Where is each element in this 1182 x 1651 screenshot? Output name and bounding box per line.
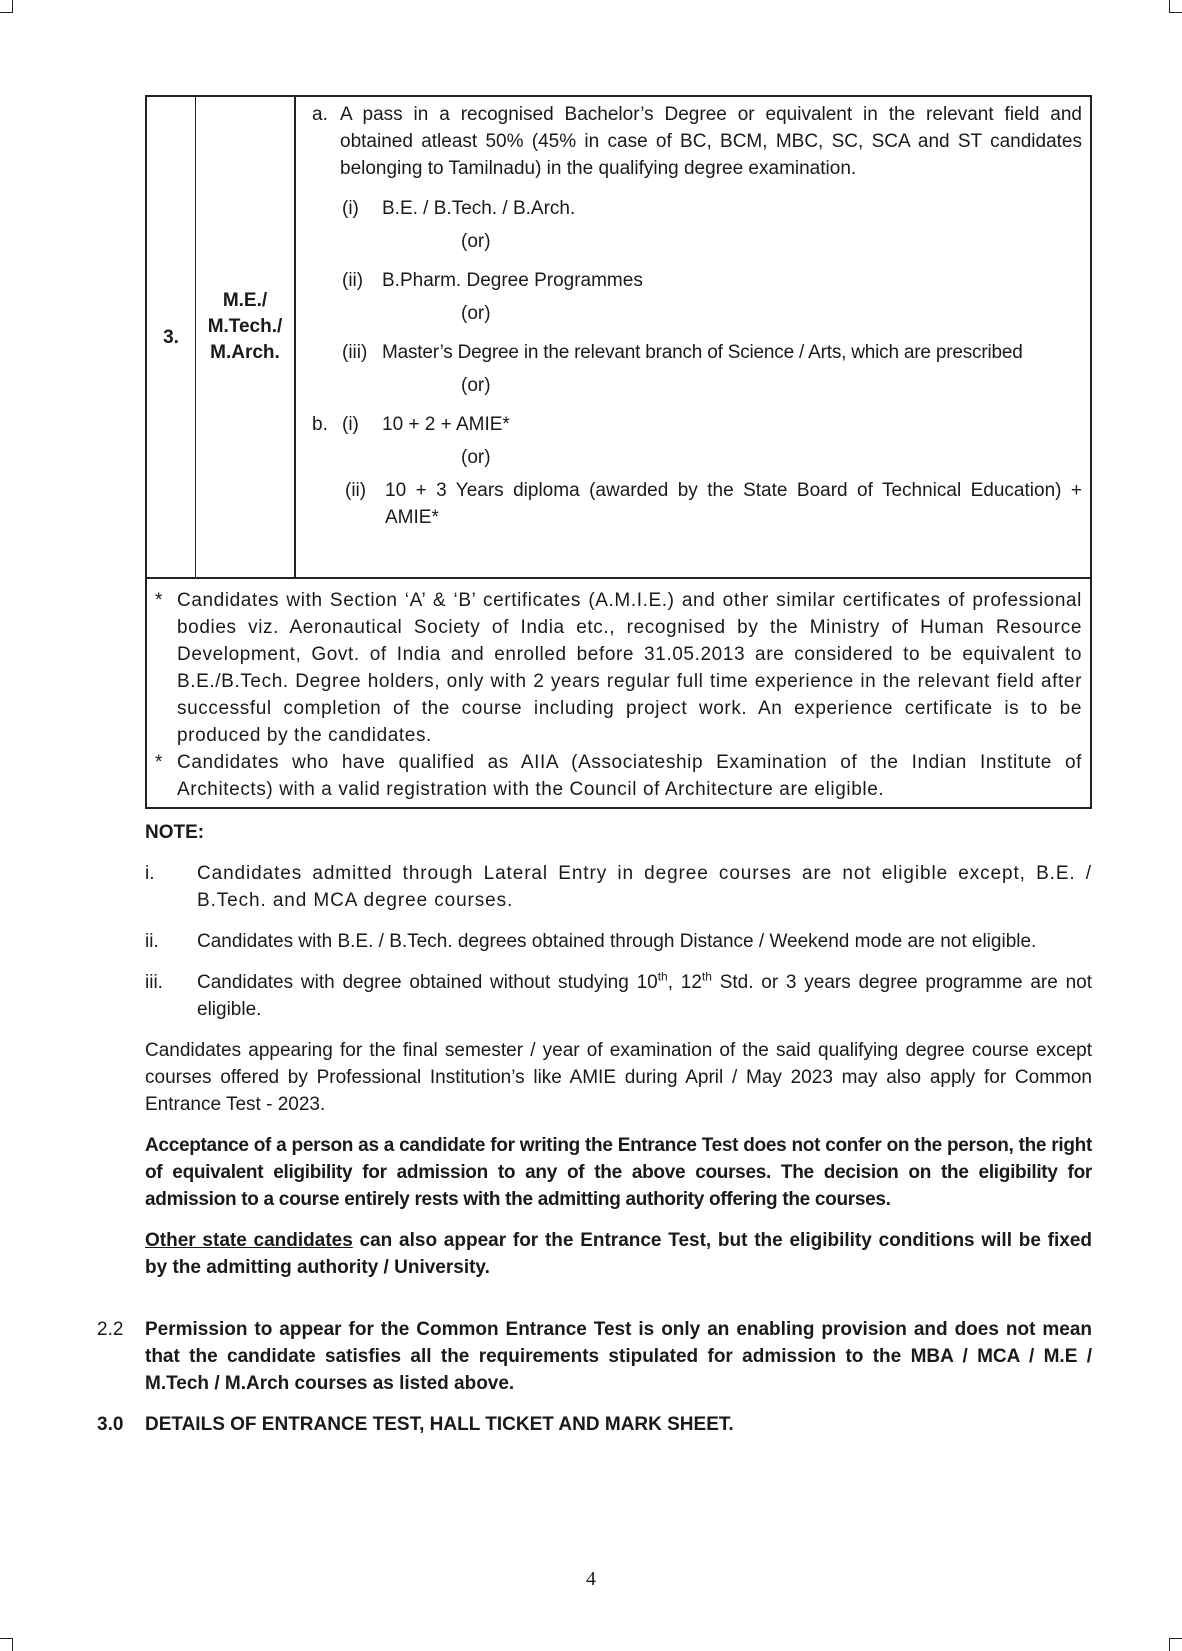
- list-item-number: i.: [145, 863, 155, 884]
- footnote-text: Candidates with Section ‘A’ & ‘B’ certificates (A.M.I.E.) and other similar certificates of professional bodies viz. Aeronautical Society of India etc., recognised by the Ministry of Human Resource Development, Govt. of India and enrolled before 31.05.2013 are considered to be equivalent to B.E./B.Tech. Degree holders, only with 2 years regular full time experience in the relevant field after successful completion of the course including project work. An experience certificate is to be produced by the candidates.: [177, 590, 1082, 746]
- section-3-0: [97, 1411, 1092, 1438]
- sub-item-label: (iii): [342, 342, 368, 363]
- table-row: [147, 97, 1090, 579]
- sub-item-label: (i): [342, 198, 359, 219]
- crop-mark-top-right: [1169, 0, 1182, 13]
- list-item-text: Candidates with B.E. / B.Tech. degrees obtained through Distance / Weekend mode are not eligible.: [197, 931, 1037, 952]
- eligibility-table: [145, 95, 1092, 809]
- sub-item-text: B.Pharm. Degree Programmes: [382, 270, 643, 291]
- section-text: Permission to appear for the Common Entrance Test is only an enabling provision and does not mean that the candidate satisfies all the requirements stipulated for admission to the MBA / MCA / M.E / M.Tech / M.Arch courses as listed above.: [145, 1319, 1092, 1394]
- sub-item-text: 10 + 2 + AMIE*: [382, 414, 510, 435]
- or-text: (or): [461, 375, 491, 396]
- crop-mark-bottom-left: [0, 1638, 13, 1651]
- section-heading: DETAILS OF ENTRANCE TEST, HALL TICKET AND MARK SHEET.: [145, 1414, 734, 1435]
- footnote-text: Candidates who have qualified as AIIA (Associateship Examination of the Indian Institute of Architects) with a valid registration with the Council of Architecture are eligible.: [177, 752, 1082, 800]
- list-item: [145, 860, 1092, 914]
- item-a-label: a.: [312, 104, 328, 125]
- eligibility-cell: [296, 97, 1090, 577]
- course-line: M.Tech./: [207, 316, 283, 337]
- sub-item-label: (ii): [345, 480, 367, 501]
- footnote: [155, 587, 1082, 749]
- or-text: (or): [461, 303, 491, 324]
- note-list: [145, 860, 1092, 1023]
- course-cell: [196, 97, 296, 577]
- section-2-2: [97, 1316, 1092, 1397]
- section-number: 3.0: [97, 1414, 124, 1435]
- item-b: [312, 411, 1082, 438]
- serial-number-cell: 3.: [147, 97, 196, 577]
- crop-mark-bottom-right: [1169, 1638, 1182, 1651]
- course-line: M.Arch.: [210, 342, 280, 363]
- note-heading: NOTE:: [145, 822, 205, 843]
- other-state-paragraph: [145, 1227, 1092, 1281]
- text-run: , 12: [667, 972, 702, 993]
- crop-mark-top-left: [0, 0, 13, 13]
- sub-item-a-iii: [342, 339, 1082, 366]
- list-item-text: [197, 969, 1092, 1023]
- footnote-mark: *: [155, 752, 163, 773]
- sub-item-a-ii: [342, 267, 1082, 294]
- final-semester-paragraph: Candidates appearing for the final semester / year of examination of the said qualifying degree course except courses offered by Professional Institution’s like AMIE during April / May 2023 may also apply for Common Entrance Test - 2023.: [145, 1040, 1092, 1115]
- or-text: (or): [461, 447, 491, 468]
- sub-item-label: (i): [342, 414, 359, 435]
- footnote-mark: *: [155, 590, 163, 611]
- list-item: [145, 928, 1092, 955]
- section-number: 2.2: [97, 1319, 124, 1340]
- acceptance-paragraph: Acceptance of a person as a candidate for writing the Entrance Test does not confer on the person, the right of equivalent eligibility for admission to any of the above courses. The decision on the eligibility for admission to a course entirely rests with the admitting authority offering the courses.: [145, 1135, 1092, 1210]
- other-state-text: can also appear for the Entrance Test, but the eligibility conditions will be fixed by the admitting authority / University.: [145, 1230, 1093, 1278]
- list-item-number: ii.: [145, 931, 159, 952]
- sub-item-b-ii: [345, 477, 1082, 531]
- list-item: [145, 969, 1092, 1023]
- sub-item-text: Master’s Degree in the relevant branch of Science / Arts, which are prescribed: [382, 342, 1023, 363]
- course-line: M.E./: [222, 290, 268, 311]
- list-item-number: iii.: [145, 972, 163, 993]
- sub-item-a-i: [342, 195, 1082, 222]
- list-item-text: Candidates admitted through Lateral Entry in degree courses are not eligible except, B.E. / B.Tech. and MCA degree courses.: [197, 863, 1092, 911]
- text-run: Std. or 3 years degree programme are not eligible.: [197, 972, 1092, 1020]
- table-footnotes: [147, 579, 1090, 807]
- footnote: [155, 749, 1082, 803]
- sub-item-text: B.E. / B.Tech. / B.Arch.: [382, 198, 576, 219]
- item-b-label: b.: [312, 414, 328, 435]
- text-run: Candidates with degree obtained without studying 10: [197, 972, 658, 993]
- other-state-link-text: Other state candidates: [145, 1230, 353, 1251]
- item-a: [312, 101, 1082, 182]
- item-a-text: A pass in a recognised Bachelor’s Degree or equivalent in the relevant field and obtained atleast 50% (45% in case of BC, BCM, MBC, SC, SCA and ST candidates belonging to Tamilnadu) in the qualifying degree examination.: [340, 104, 1082, 179]
- sub-item-text: 10 + 3 Years diploma (awarded by the State Board of Technical Education) + AMIE*: [385, 480, 1082, 528]
- note-section: [145, 819, 1092, 1281]
- page-number: 4: [586, 1568, 596, 1590]
- superscript: th: [701, 969, 712, 984]
- sub-item-label: (ii): [342, 270, 364, 291]
- superscript: th: [657, 969, 668, 984]
- or-text: (or): [461, 231, 491, 252]
